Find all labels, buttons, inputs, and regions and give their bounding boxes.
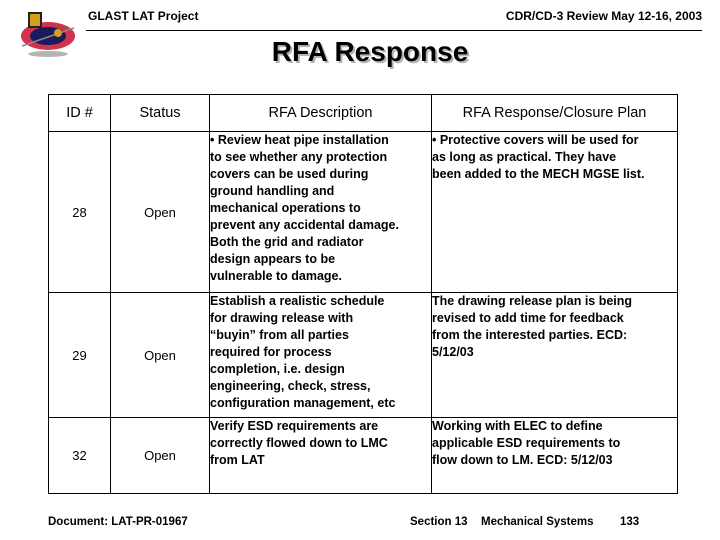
column-header-description: RFA Description bbox=[210, 95, 432, 132]
response-line: been added to the MECH MGSE list. bbox=[432, 167, 645, 181]
description-line: required for process bbox=[210, 345, 332, 359]
description-line: Verify ESD requirements are bbox=[210, 419, 379, 433]
description-line: correctly flowed down to LMC bbox=[210, 436, 388, 450]
description-line: “buyin” from all parties bbox=[210, 328, 349, 342]
response-line: applicable ESD requirements to bbox=[432, 436, 621, 450]
rfa-response bbox=[432, 418, 678, 494]
rfa-description bbox=[210, 293, 432, 418]
rfa-id: 32 bbox=[49, 418, 111, 494]
description-line: Both the grid and radiator bbox=[210, 235, 364, 249]
description-line: mechanical operations to bbox=[210, 201, 361, 215]
description-line: • Review heat pipe installation bbox=[210, 133, 389, 147]
rfa-description bbox=[210, 418, 432, 494]
system-label: Mechanical Systems bbox=[481, 516, 594, 528]
rfa-response bbox=[432, 132, 678, 293]
response-line: • Protective covers will be used for bbox=[432, 133, 639, 147]
response-line: 5/12/03 bbox=[432, 345, 474, 359]
response-line: revised to add time for feedback bbox=[432, 311, 624, 325]
column-header-status: Status bbox=[111, 95, 210, 132]
document-id: Document: LAT-PR-01967 bbox=[48, 516, 188, 528]
rfa-table bbox=[48, 94, 678, 494]
rfa-id: 29 bbox=[49, 293, 111, 418]
description-line: to see whether any protection bbox=[210, 150, 388, 164]
response-line: as long as practical. They have bbox=[432, 150, 617, 164]
rfa-status: Open bbox=[111, 132, 210, 293]
table-row bbox=[49, 132, 678, 293]
rfa-description bbox=[210, 132, 432, 293]
review-name: CDR/CD-3 Review May 12-16, 2003 bbox=[505, 9, 702, 23]
description-line: completion, i.e. design bbox=[210, 362, 345, 376]
description-line: from LAT bbox=[210, 453, 265, 467]
response-line: The drawing release plan is being bbox=[432, 294, 633, 308]
description-line: configuration management, etc bbox=[210, 396, 396, 410]
rfa-status: Open bbox=[111, 293, 210, 418]
header-divider bbox=[86, 30, 702, 31]
column-header-response: RFA Response/Closure Plan bbox=[432, 95, 678, 132]
description-line: for drawing release with bbox=[210, 311, 354, 325]
description-line: engineering, check, stress, bbox=[210, 379, 371, 393]
table-header-row bbox=[49, 95, 678, 132]
page-title: RFA Response bbox=[271, 36, 469, 67]
response-line: flow down to LM. ECD: 5/12/03 bbox=[432, 453, 613, 467]
description-line: Establish a realistic schedule bbox=[210, 294, 385, 308]
response-line: from the interested parties. ECD: bbox=[432, 328, 628, 342]
rfa-status: Open bbox=[111, 418, 210, 494]
table-row bbox=[49, 293, 678, 418]
response-line: Working with ELEC to define bbox=[432, 419, 603, 433]
rfa-id: 28 bbox=[49, 132, 111, 293]
description-line: covers can be used during bbox=[210, 167, 369, 181]
section-label: Section 13 bbox=[410, 516, 468, 528]
description-line: prevent any accidental damage. bbox=[210, 218, 399, 232]
description-line: ground handling and bbox=[210, 184, 335, 198]
column-header-id: ID # bbox=[49, 95, 111, 132]
description-line: vulnerable to damage. bbox=[210, 269, 342, 283]
project-name: GLAST LAT Project bbox=[88, 9, 199, 23]
description-line: design appears to be bbox=[210, 252, 336, 266]
table-row bbox=[49, 418, 678, 494]
page-number: 133 bbox=[620, 516, 640, 528]
rfa-response bbox=[432, 293, 678, 418]
